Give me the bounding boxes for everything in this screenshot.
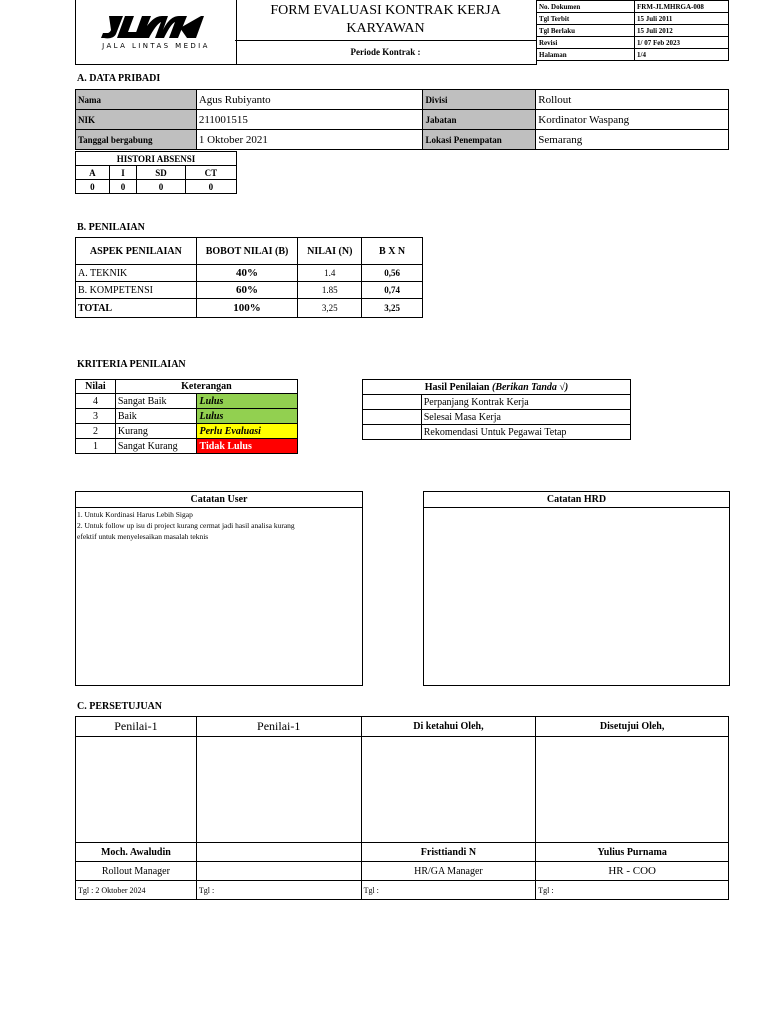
form-title-line2: KARYAWAN	[346, 21, 425, 36]
catatan-user-line-3: efektif untuk menyelesaikan masalah teknis	[77, 532, 209, 541]
signer-name-penilai-1b	[196, 843, 361, 862]
checkbox-perpanjang[interactable]	[363, 395, 422, 410]
checkbox-rekomendasi[interactable]	[363, 425, 422, 440]
persetujuan-header-penilai-1a: Penilai-1	[76, 717, 197, 737]
signer-role-diketahui: HR/GA Manager	[361, 862, 536, 881]
kriteria-status-tidak-lulus: Tidak Lulus	[197, 439, 298, 454]
signer-date-disetujui: Tgl :	[536, 881, 729, 900]
penilaian-header-bobot: BOBOT NILAI (B)	[196, 238, 298, 265]
total-nilai: 3,25	[298, 299, 362, 318]
value-lokasi-penempatan: Semarang	[536, 130, 729, 150]
aspek-teknik-bobot: 40%	[196, 265, 298, 282]
absensi-header-ct: CT	[185, 166, 236, 180]
doc-info-row	[537, 13, 729, 25]
option-perpanjang-kontrak: Perpanjang Kontrak Kerja	[421, 395, 630, 410]
label-jabatan: Jabatan	[423, 110, 536, 130]
total-bobot: 100%	[196, 299, 298, 318]
signature-area-penilai-1b[interactable]	[196, 737, 361, 843]
section-title-data-pribadi: A. DATA PRIBADI	[77, 73, 161, 84]
doc-info-value: 15 Juli 2012	[635, 25, 729, 37]
penilaian-header-nilai: NILAI (N)	[298, 238, 362, 265]
histori-absensi-title: HISTORI ABSENSI	[76, 152, 237, 166]
data-pribadi-table	[75, 89, 729, 150]
catatan-user-content	[76, 508, 362, 543]
doc-info-label: Tgl Terbit	[537, 13, 635, 25]
doc-info-row	[537, 1, 729, 13]
catatan-user-line-1: 1. Untuk Kordinasi Harus Lebih Sigap	[77, 510, 193, 519]
signature-area-diketahui[interactable]	[361, 737, 536, 843]
jlm-logo-icon	[76, 0, 236, 40]
total-label: TOTAL	[76, 299, 197, 318]
hasil-penilaian-note: (Berikan Tanda √)	[491, 381, 569, 393]
doc-info-row	[537, 25, 729, 37]
kriteria-label-sangat-kurang: Sangat Kurang	[115, 439, 197, 454]
value-tanggal-bergabung: 1 Oktober 2021	[196, 130, 423, 150]
doc-info-row	[537, 37, 729, 49]
persetujuan-header-penilai-1b: Penilai-1	[196, 717, 361, 737]
aspek-teknik-bxn: 0,56	[362, 265, 423, 282]
kriteria-label-kurang: Kurang	[115, 424, 197, 439]
label-tanggal-bergabung: Tanggal bergabung	[76, 130, 197, 150]
signer-role-penilai-1b	[196, 862, 361, 881]
kriteria-status-perlu-evaluasi: Perlu Evaluasi	[197, 424, 298, 439]
section-title-persetujuan: C. PERSETUJUAN	[77, 701, 163, 712]
option-rekomendasi-pegawai-tetap: Rekomendasi Untuk Pegawai Tetap	[421, 425, 630, 440]
absensi-value-i: 0	[109, 180, 137, 194]
absensi-header-sd: SD	[137, 166, 185, 180]
absensi-value-a: 0	[76, 180, 110, 194]
periode-kontrak-label: Periode Kontrak :	[235, 40, 537, 65]
catatan-user-title: Catatan User	[76, 492, 362, 508]
section-title-penilaian: B. PENILAIAN	[77, 222, 145, 233]
doc-info-value: 15 Juli 2011	[635, 13, 729, 25]
signer-name-penilai-1a: Moch. Awaludin	[76, 843, 197, 862]
penilaian-header-bxn: B X N	[362, 238, 423, 265]
absensi-header-a: A	[76, 166, 110, 180]
persetujuan-header-diketahui: Di ketahui Oleh,	[361, 717, 536, 737]
document-info-table	[536, 0, 729, 61]
section-title-kriteria: KRITERIA PENILAIAN	[77, 359, 186, 370]
value-nik: 211001515	[196, 110, 423, 130]
doc-info-label: Revisi	[537, 37, 635, 49]
doc-info-value: FRM-JLMHRGA-008	[635, 1, 729, 13]
kriteria-nilai-4: 4	[76, 394, 116, 409]
company-logo	[75, 0, 237, 65]
persetujuan-header-disetujui: Disetujui Oleh,	[536, 717, 729, 737]
signer-name-diketahui: Fristtiandi N	[361, 843, 536, 862]
catatan-user-box[interactable]	[75, 491, 363, 686]
company-name: JALA LINTAS MEDIA	[102, 42, 210, 50]
title-box	[235, 0, 537, 41]
doc-info-label: Tgl Berlaku	[537, 25, 635, 37]
penilaian-header-aspek: ASPEK PENILAIAN	[76, 238, 197, 265]
catatan-hrd-box[interactable]	[423, 491, 730, 686]
aspek-kompetensi-bobot: 60%	[196, 282, 298, 299]
persetujuan-table	[75, 716, 729, 900]
doc-info-label: Halaman	[537, 49, 635, 61]
value-jabatan: Kordinator Waspang	[536, 110, 729, 130]
catatan-hrd-title: Catatan HRD	[424, 492, 729, 508]
kriteria-nilai-2: 2	[76, 424, 116, 439]
doc-info-label: No. Dokumen	[537, 1, 635, 13]
signer-date-diketahui: Tgl :	[361, 881, 536, 900]
doc-info-value: 1/4	[635, 49, 729, 61]
signer-date-penilai-1a: Tgl : 2 Oktober 2024	[76, 881, 197, 900]
label-divisi: Divisi	[423, 90, 536, 110]
kriteria-status-lulus-1: Lulus	[197, 394, 298, 409]
form-title-line1: FORM EVALUASI KONTRAK KERJA	[270, 3, 501, 18]
label-nama: Nama	[76, 90, 197, 110]
kriteria-label-sangat-baik: Sangat Baik	[115, 394, 197, 409]
signer-name-disetujui: Yulius Purnama	[536, 843, 729, 862]
histori-absensi-table	[75, 151, 237, 194]
signature-area-disetujui[interactable]	[536, 737, 729, 843]
absensi-value-sd: 0	[137, 180, 185, 194]
hasil-penilaian-title: Hasil Penilaian	[424, 381, 490, 393]
total-bxn: 3,25	[362, 299, 423, 318]
signer-date-penilai-1b: Tgl :	[196, 881, 361, 900]
label-lokasi-penempatan: Lokasi Penempatan	[423, 130, 536, 150]
kriteria-header-nilai: Nilai	[76, 380, 116, 394]
kriteria-status-lulus-2: Lulus	[197, 409, 298, 424]
kriteria-header-keterangan: Keterangan	[115, 380, 297, 394]
hasil-penilaian-table	[362, 379, 631, 440]
doc-info-value: 1/ 07 Feb 2023	[635, 37, 729, 49]
catatan-user-line-2: 2. Untuk follow up isu di project kurang cermat jadi hasil analisa kurang	[77, 521, 295, 530]
option-selesai-masa-kerja: Selesai Masa Kerja	[421, 410, 630, 425]
doc-info-row	[537, 49, 729, 61]
kriteria-nilai-1: 1	[76, 439, 116, 454]
label-nik: NIK	[76, 110, 197, 130]
aspek-kompetensi-nilai: 1.85	[298, 282, 362, 299]
kriteria-label-baik: Baik	[115, 409, 197, 424]
aspek-teknik-nilai: 1.4	[298, 265, 362, 282]
aspek-kompetensi-bxn: 0,74	[362, 282, 423, 299]
value-divisi: Rollout	[536, 90, 729, 110]
absensi-value-ct: 0	[185, 180, 236, 194]
kriteria-table	[75, 379, 298, 454]
document-header	[75, 0, 729, 66]
absensi-header-i: I	[109, 166, 137, 180]
penilaian-table	[75, 237, 423, 318]
signature-area-penilai-1a[interactable]	[76, 737, 197, 843]
checkbox-selesai[interactable]	[363, 410, 422, 425]
hasil-penilaian-header	[363, 380, 631, 395]
signer-role-disetujui: HR - COO	[536, 862, 729, 881]
aspek-teknik-label: A. TEKNIK	[76, 265, 197, 282]
value-nama: Agus Rubiyanto	[196, 90, 423, 110]
kriteria-nilai-3: 3	[76, 409, 116, 424]
signer-role-penilai-1a: Rollout Manager	[76, 862, 197, 881]
aspek-kompetensi-label: B. KOMPETENSI	[76, 282, 197, 299]
